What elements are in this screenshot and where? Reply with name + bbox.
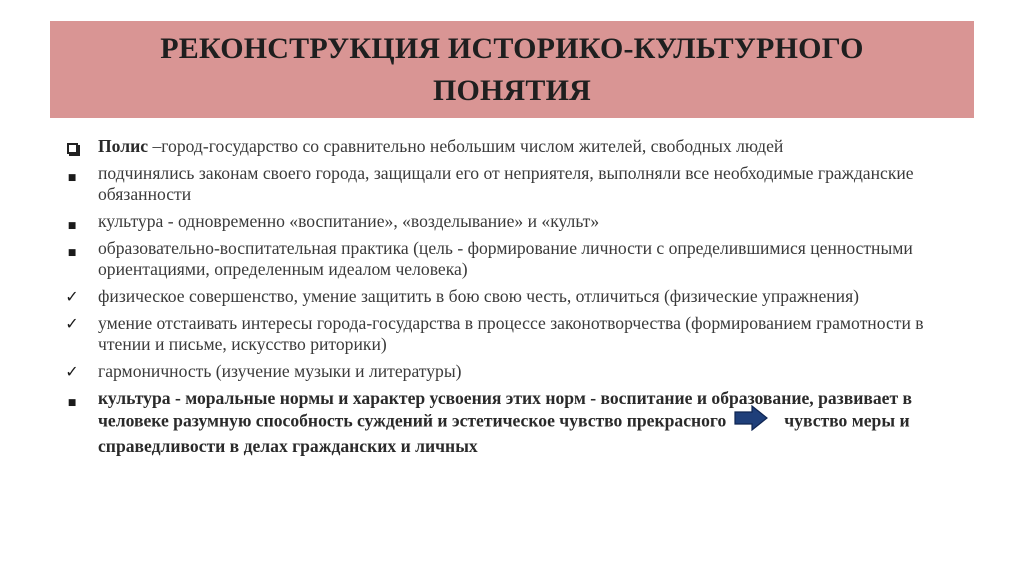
item-text: образовательно-воспитательная практика (цель - формирование личности с определившимися ценностными ориентациями, определенным идеалом человека) [98,238,913,279]
list-item [60,238,980,280]
title-band [50,21,974,118]
list-item-culture-summary [60,388,980,457]
list-item [60,163,980,205]
square-bullet-icon: ■ [67,173,77,183]
list-item [60,211,980,232]
list-item [60,286,980,307]
title-line-1: РЕКОНСТРУКЦИЯ ИСТОРИКО-КУЛЬТУРНОГО [160,31,864,65]
item-text: –город-государство со сравнительно небольшим числом жителей, свободных людей [148,136,784,156]
right-arrow-icon [734,405,768,436]
bullet-list [60,136,980,463]
list-item-polis [60,136,980,157]
slide-title [160,28,863,112]
list-item [60,313,980,355]
item-text: подчинялись законам своего города, защищали его от неприятеля, выполняли все необходимые гражданские обязанности [98,163,914,204]
list-item [60,361,980,382]
square-bullet-icon: ■ [67,398,77,408]
checkmark-icon: ✓ [65,287,79,306]
item-text: культура - одновременно «воспитание», «возделывание» и «культ» [98,211,600,231]
checkbox-square-icon [60,139,84,160]
title-line-2: ПОНЯТИЯ [432,73,592,107]
square-bullet-icon: ■ [67,248,77,258]
term-polis: Полис [98,136,149,156]
item-text-before-arrow: культура - моральные нормы и характер усвоения этих норм - воспитание и образование, развивает в человеке разумную способность суждений и эстетическое чувство прекрасного [98,388,913,431]
item-text-after-arrow: чувство меры и справедливости в делах гражданских и личных [98,410,910,456]
square-bullet-icon: ■ [67,221,77,231]
checkmark-icon: ✓ [65,314,79,333]
item-text: гармоничность (изучение музыки и литературы) [98,361,462,381]
checkmark-icon: ✓ [65,362,79,381]
item-text: умение отстаивать интересы города-государства в процессе законотворчества (формированием грамотности в чтении и письме, искусство риторики) [98,313,924,354]
item-text: физическое совершенство, умение защитить в бою свою честь, отличиться (физические упражнения) [98,286,860,306]
